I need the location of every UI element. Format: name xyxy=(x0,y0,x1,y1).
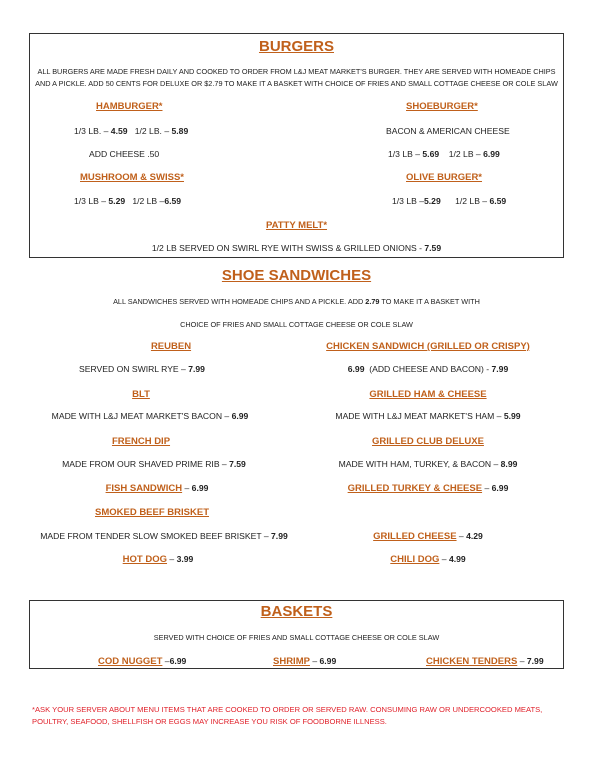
price-label: 1/3 LB – xyxy=(388,149,423,159)
item-name: HOT DOG xyxy=(122,554,168,565)
item-desc: (ADD CHEESE AND BACON) - xyxy=(364,364,492,374)
item-name: FISH SANDWICH xyxy=(105,483,183,494)
price: 7.99 xyxy=(188,364,205,374)
price: 6.99 xyxy=(319,656,337,666)
burgers-title: BURGERS xyxy=(258,38,334,55)
price: 6.99 xyxy=(231,411,249,421)
patty-melt-name: PATTY MELT* xyxy=(265,220,328,231)
price: 6.99 xyxy=(191,483,209,493)
sandwiches-intro-1 xyxy=(29,297,564,306)
olive-burger-prices xyxy=(392,196,506,206)
grilled-turkey-line xyxy=(278,483,578,494)
price: 6.99 xyxy=(347,364,365,374)
mushroom-swiss-name: MUSHROOM & SWISS* xyxy=(80,172,184,183)
item-name: GRILLED TURKEY & CHEESE xyxy=(347,483,483,494)
burgers-intro-1: ALL BURGERS ARE MADE FRESH DAILY AND COOKED TO ORDER FROM L&J MEAT MARKET'S BURGER. THEY ARE SERVED WITH HOMEADE CHIPS xyxy=(37,67,556,76)
intro-text: TO MAKE IT A BASKET WITH xyxy=(379,297,480,306)
sep: – xyxy=(162,656,170,666)
shoeburger-prices xyxy=(388,149,500,159)
french-dip-desc xyxy=(4,459,304,469)
reuben-desc xyxy=(0,364,292,374)
hamburger-prices xyxy=(74,126,188,136)
fish-sandwich-line xyxy=(7,483,307,494)
price: 5.99 xyxy=(503,411,521,421)
shoeburger-desc: BACON & AMERICAN CHEESE xyxy=(386,126,510,136)
price-label: 1/2 LB – xyxy=(132,196,165,206)
item-name: GRILLED CHEESE xyxy=(373,531,457,542)
reuben-name: REUBEN xyxy=(150,341,192,352)
sep: – xyxy=(482,483,492,493)
price: 7.99 xyxy=(491,364,509,374)
price: 8.99 xyxy=(500,459,518,469)
raw-food-warning: *ASK YOUR SERVER ABOUT MENU ITEMS THAT ARE COOKED TO ORDER OR SERVED RAW. CONSUMING RAW OR UNDERCOOKED MEATS, POULTRY, SEAFOOD, SHELLFISH OR EGGS MAY INCREASE YOU RISK OF FOODBORNE ILLNESS. xyxy=(32,705,543,726)
price: 6.99 xyxy=(169,656,187,666)
sandwiches-title: SHOE SANDWICHES xyxy=(221,267,372,284)
sep: – xyxy=(456,531,467,541)
grilled-ham-name: GRILLED HAM & CHEESE xyxy=(369,389,487,400)
grilled-cheese-line xyxy=(278,531,578,542)
item-desc: MADE FROM TENDER SLOW SMOKED BEEF BRISKET – xyxy=(40,531,272,541)
price: 2.79 xyxy=(365,297,380,306)
club-deluxe-name: GRILLED CLUB DELUXE xyxy=(372,436,484,447)
item-name: CHICKEN TENDERS xyxy=(426,656,518,667)
price: 6.59 xyxy=(489,196,507,206)
price-label: 1/3 LB – xyxy=(74,196,109,206)
item-desc: SERVED ON SWIRL RYE – xyxy=(79,364,189,374)
price: 5.29 xyxy=(108,196,126,206)
price: 5.29 xyxy=(424,196,441,206)
chicken-sandwich-desc xyxy=(278,364,578,374)
chili-dog-line xyxy=(278,554,578,565)
burgers-intro-2: AND A PICKLE. ADD 50 CENTS FOR DELUXE OR $2.79 TO MAKE IT A BASKET WITH CHOICE OF FRIES AND SMALL COTTAGE CHEESE OR COLE SLAW xyxy=(35,79,558,88)
price: 4.29 xyxy=(466,531,483,541)
french-dip-name: FRENCH DIP xyxy=(111,436,171,447)
baskets-title: BASKETS xyxy=(260,603,333,620)
price-label: 1/2 LB – xyxy=(448,149,484,159)
hamburger-addon: ADD CHEESE .50 xyxy=(89,149,160,159)
item-desc: MADE WITH HAM, TURKEY, & BACON – xyxy=(338,459,501,469)
baskets-intro: SERVED WITH CHOICE OF FRIES AND SMALL COTTAGE CHEESE OR COLE SLAW xyxy=(153,633,440,642)
item-name: SHRIMP xyxy=(273,656,310,667)
item-desc: MADE FROM OUR SHAVED PRIME RIB – xyxy=(62,459,230,469)
item-desc: MADE WITH L&J MEAT MARKET'S HAM – xyxy=(335,411,504,421)
price: 7.99 xyxy=(526,656,544,666)
sandwiches-intro-2: CHOICE OF FRIES AND SMALL COTTAGE CHEESE OR COLE SLAW xyxy=(180,320,413,329)
chicken-sandwich-name: CHICKEN SANDWICH (GRILLED OR CRISPY) xyxy=(326,341,530,352)
item-desc: MADE WITH L&J MEAT MARKET'S BACON – xyxy=(51,411,232,421)
price: 6.99 xyxy=(483,149,500,159)
price: 7.99 xyxy=(271,531,288,541)
shrimp-line xyxy=(273,656,336,667)
intro-text: ALL SANDWICHES SERVED WITH HOMEADE CHIPS AND A PICKLE. ADD xyxy=(113,297,366,306)
price-label: 1/2 LB. – xyxy=(134,126,172,136)
sep: – xyxy=(439,554,449,564)
blt-desc xyxy=(0,411,300,421)
blt-name: BLT xyxy=(132,389,150,400)
price-label: 1/2 LB – xyxy=(455,196,490,206)
item-desc: 1/2 LB SERVED ON SWIRL RYE WITH SWISS & GRILLED ONIONS - xyxy=(151,243,425,253)
grilled-ham-desc xyxy=(278,411,578,421)
hamburger-name: HAMBURGER* xyxy=(96,101,163,112)
chicken-tenders-line xyxy=(426,656,544,667)
patty-melt-desc xyxy=(29,243,564,253)
club-deluxe-desc xyxy=(278,459,578,469)
price: 4.59 xyxy=(110,126,128,136)
price-label: 1/3 LB. – xyxy=(74,126,111,136)
price: 5.89 xyxy=(171,126,189,136)
sep: – xyxy=(517,656,527,666)
price-label: 1/3 LB – xyxy=(392,196,425,206)
cod-nugget-line xyxy=(98,656,186,667)
smoked-brisket-desc xyxy=(14,531,314,541)
price: 7.59 xyxy=(229,459,246,469)
mushroom-swiss-prices xyxy=(74,196,181,206)
item-name: CHILI DOG xyxy=(390,554,440,565)
price: 4.99 xyxy=(448,554,466,564)
price: 6.59 xyxy=(164,196,182,206)
price: 5.69 xyxy=(422,149,440,159)
smoked-brisket-name: SMOKED BEEF BRISKET xyxy=(94,507,209,518)
price: 3.99 xyxy=(176,554,194,564)
shoeburger-name: SHOEBURGER* xyxy=(406,101,478,112)
item-name: COD NUGGET xyxy=(98,656,163,667)
price: 6.99 xyxy=(491,483,509,493)
price: 7.59 xyxy=(424,243,442,253)
olive-burger-name: OLIVE BURGER* xyxy=(406,172,483,183)
sep: – xyxy=(309,656,320,666)
sep: – xyxy=(182,483,192,493)
hot-dog-line xyxy=(8,554,308,565)
sep: – xyxy=(167,554,177,564)
